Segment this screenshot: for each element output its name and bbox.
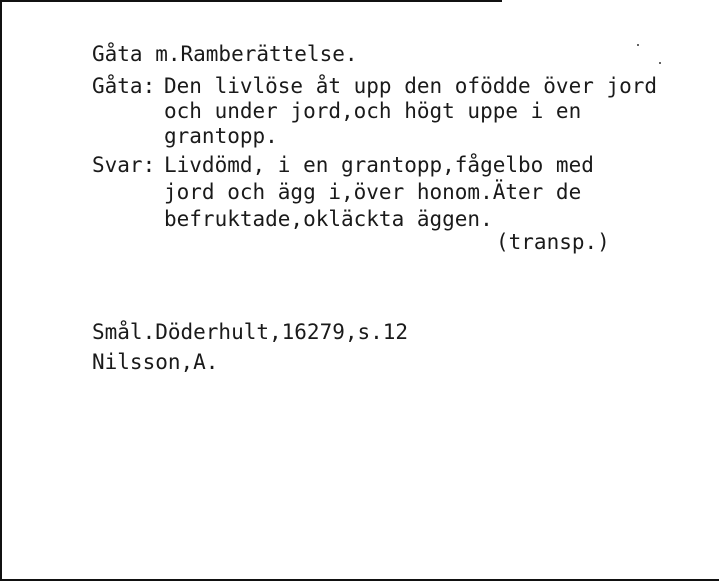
answer-line-1: Livdömd, i en grantopp,fågelbo med: [164, 153, 594, 177]
answer-line-2: jord och ägg i,över honom.Äter de: [164, 180, 582, 204]
answer-block: [92, 153, 594, 178]
riddle-line-3: grantopp.: [164, 124, 278, 148]
collector-name: Nilsson,A.: [92, 350, 219, 374]
card-top-edge: [2, 0, 502, 2]
source-reference: Smål.Döderhult,16279,s.12: [92, 320, 409, 344]
riddle-block: [92, 74, 657, 99]
riddle-line-2: och under jord,och högt uppe i en: [164, 99, 582, 123]
paper-speck: [659, 62, 661, 64]
answer-line-3: befruktade,okläckta äggen.: [164, 207, 493, 231]
answer-label: Svar:: [92, 153, 156, 177]
riddle-label: Gåta:: [92, 74, 156, 98]
transposition-note: (transp.): [496, 230, 610, 254]
riddle-line-1: Den livlöse åt upp den ofödde över jord: [164, 74, 658, 98]
card-title: Gåta m.Ramberättelse.: [92, 42, 358, 66]
paper-speck: [637, 44, 639, 46]
